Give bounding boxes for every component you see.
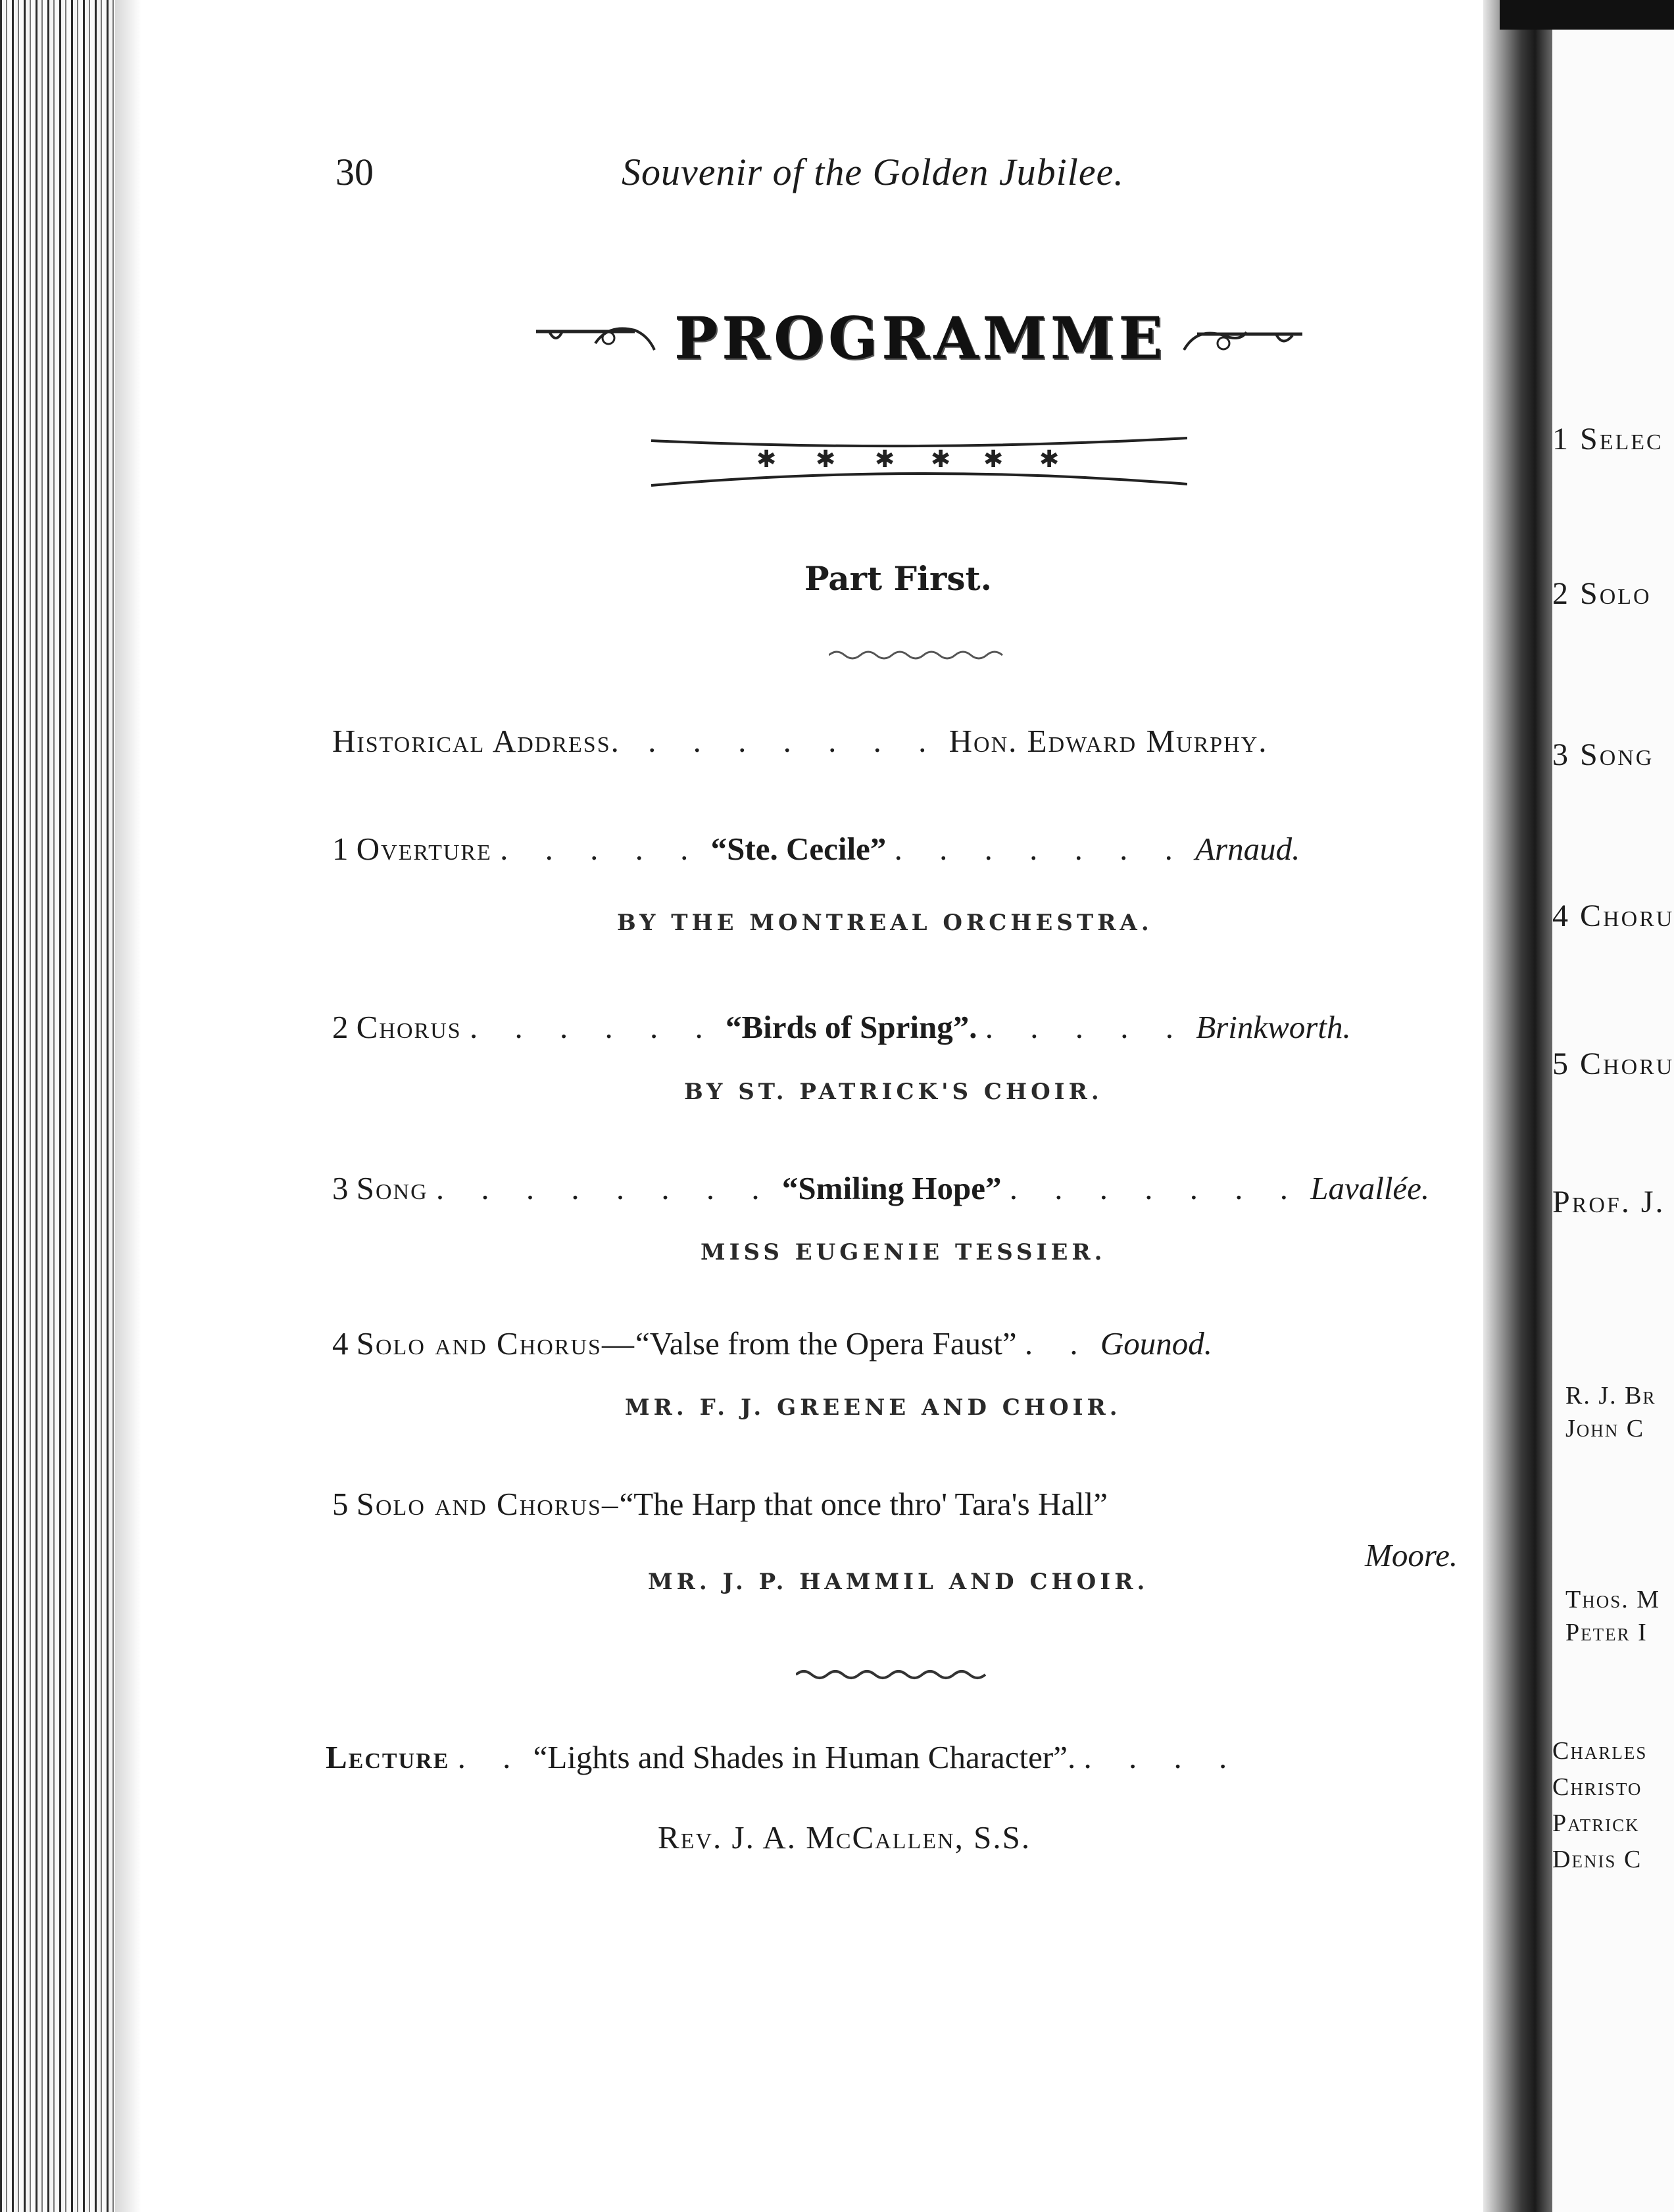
item-number: 1	[332, 831, 349, 867]
leader-dots: . . . . .	[985, 1009, 1188, 1045]
facing-page-name: John C	[1565, 1415, 1645, 1442]
item-type: Chorus	[356, 1009, 462, 1045]
item-type: Overture	[356, 831, 492, 867]
left-flourish-icon	[536, 309, 668, 362]
programme-item-3	[332, 1169, 1429, 1207]
item-title: “The Harp that once thro' Tara's Hall”	[619, 1486, 1108, 1522]
programme-heading: PROGRAMME	[674, 304, 1167, 372]
item-performer: MISS EUGENIE TESSIER.	[701, 1239, 1106, 1266]
leader-dots: . .	[457, 1739, 526, 1775]
item-composer: Moore.	[1365, 1537, 1458, 1573]
facing-page-line: 3 Song	[1552, 737, 1654, 772]
item-number: 2	[332, 1009, 349, 1045]
running-title: Souvenir of the Golden Jubilee.	[622, 151, 1124, 193]
book-gutter-shadow	[1483, 0, 1552, 2212]
leader-dots: . . . . .	[500, 831, 703, 867]
facing-page-name: Thos. M	[1565, 1586, 1661, 1613]
right-flourish-icon	[1177, 309, 1302, 362]
leader-dots: . . . . . . .	[648, 723, 941, 759]
svg-text:✱: ✱	[875, 446, 895, 473]
item-title: “Smiling Hope”	[781, 1170, 1002, 1206]
svg-text:✱: ✱	[931, 446, 951, 473]
lecture-row	[326, 1738, 1241, 1776]
item-composer: Lavallée.	[1310, 1170, 1430, 1206]
lecture-title: “Lights and Shades in Human Character”.	[533, 1739, 1076, 1775]
facing-page-line: 4 Choru	[1552, 898, 1674, 933]
facing-page-name: Patrick	[1552, 1809, 1640, 1837]
programme-item-4	[332, 1325, 1212, 1362]
historical-address-row	[332, 722, 1268, 760]
item-number: 4	[332, 1325, 349, 1362]
leader-dots: . .	[1024, 1325, 1093, 1362]
facing-page-line: Prof. J.	[1552, 1185, 1665, 1219]
leader-dots: . . . . . .	[469, 1009, 718, 1045]
facing-page	[1552, 30, 1674, 2212]
item-type: Solo and Chorus–	[356, 1486, 620, 1522]
item-composer: Arnaud.	[1195, 831, 1300, 867]
address-label: Historical Address.	[332, 723, 620, 759]
item-type: Song	[356, 1170, 428, 1206]
page-edge-shadow	[115, 0, 141, 2212]
svg-text:✱: ✱	[816, 446, 836, 473]
address-speaker: Hon. Edward Murphy.	[948, 723, 1268, 759]
svg-text:✱: ✱	[1039, 446, 1060, 473]
facing-page-line: 2 Solo	[1552, 576, 1652, 611]
item-type: Solo and Chorus—	[356, 1325, 635, 1362]
item-number: 5	[332, 1486, 349, 1522]
item-number: 3	[332, 1170, 349, 1206]
leader-dots: . . . . . . . .	[435, 1170, 774, 1206]
svg-text:✱: ✱	[983, 446, 1004, 473]
ornamental-rule	[651, 426, 1187, 492]
programme-item-2	[332, 1008, 1351, 1046]
leader-dots: . . . . . . .	[894, 831, 1187, 867]
programme-item-5	[332, 1485, 1108, 1523]
wavy-divider	[829, 648, 1010, 662]
leader-dots: . . . .	[1083, 1739, 1242, 1775]
item-performer: BY THE MONTREAL ORCHESTRA.	[617, 910, 1153, 936]
lecture-label: Lecture	[326, 1739, 450, 1775]
item-performer: MR. J. P. HAMMIL AND CHOIR.	[648, 1569, 1149, 1595]
facing-page-name: Denis C	[1552, 1846, 1642, 1873]
facing-page-name: R. J. Br	[1565, 1382, 1656, 1410]
part-heading: Part First.	[804, 559, 992, 598]
facing-page-line: 5 Choru	[1552, 1046, 1674, 1081]
svg-text:✱: ✱	[756, 446, 777, 473]
page-number: 30	[335, 151, 374, 193]
facing-page-name: Christo	[1552, 1773, 1642, 1801]
book-page-edges	[0, 0, 115, 2212]
facing-page-name: Peter I	[1565, 1619, 1648, 1646]
item-title: “Ste. Cecile”	[710, 831, 887, 867]
lecture-speaker: Rev. J. A. McCallen, S.S.	[658, 1819, 1031, 1856]
item-performer: BY ST. PATRICK'S CHOIR.	[684, 1079, 1103, 1105]
wavy-divider	[796, 1667, 993, 1682]
item-composer: Gounod.	[1100, 1325, 1213, 1362]
programme-item-1	[332, 830, 1300, 868]
item-performer: MR. F. J. GREENE AND CHOIR.	[625, 1394, 1121, 1421]
leader-dots: . . . . . . .	[1009, 1170, 1302, 1206]
item-title: “Birds of Spring”.	[725, 1009, 977, 1045]
scan-border	[1500, 0, 1674, 30]
item-composer: Brinkworth.	[1196, 1009, 1351, 1045]
facing-page-line: 1 Selec	[1552, 422, 1663, 456]
facing-page-name: Charles	[1552, 1737, 1648, 1765]
item-title: “Valse from the Opera Faust”	[635, 1325, 1017, 1362]
